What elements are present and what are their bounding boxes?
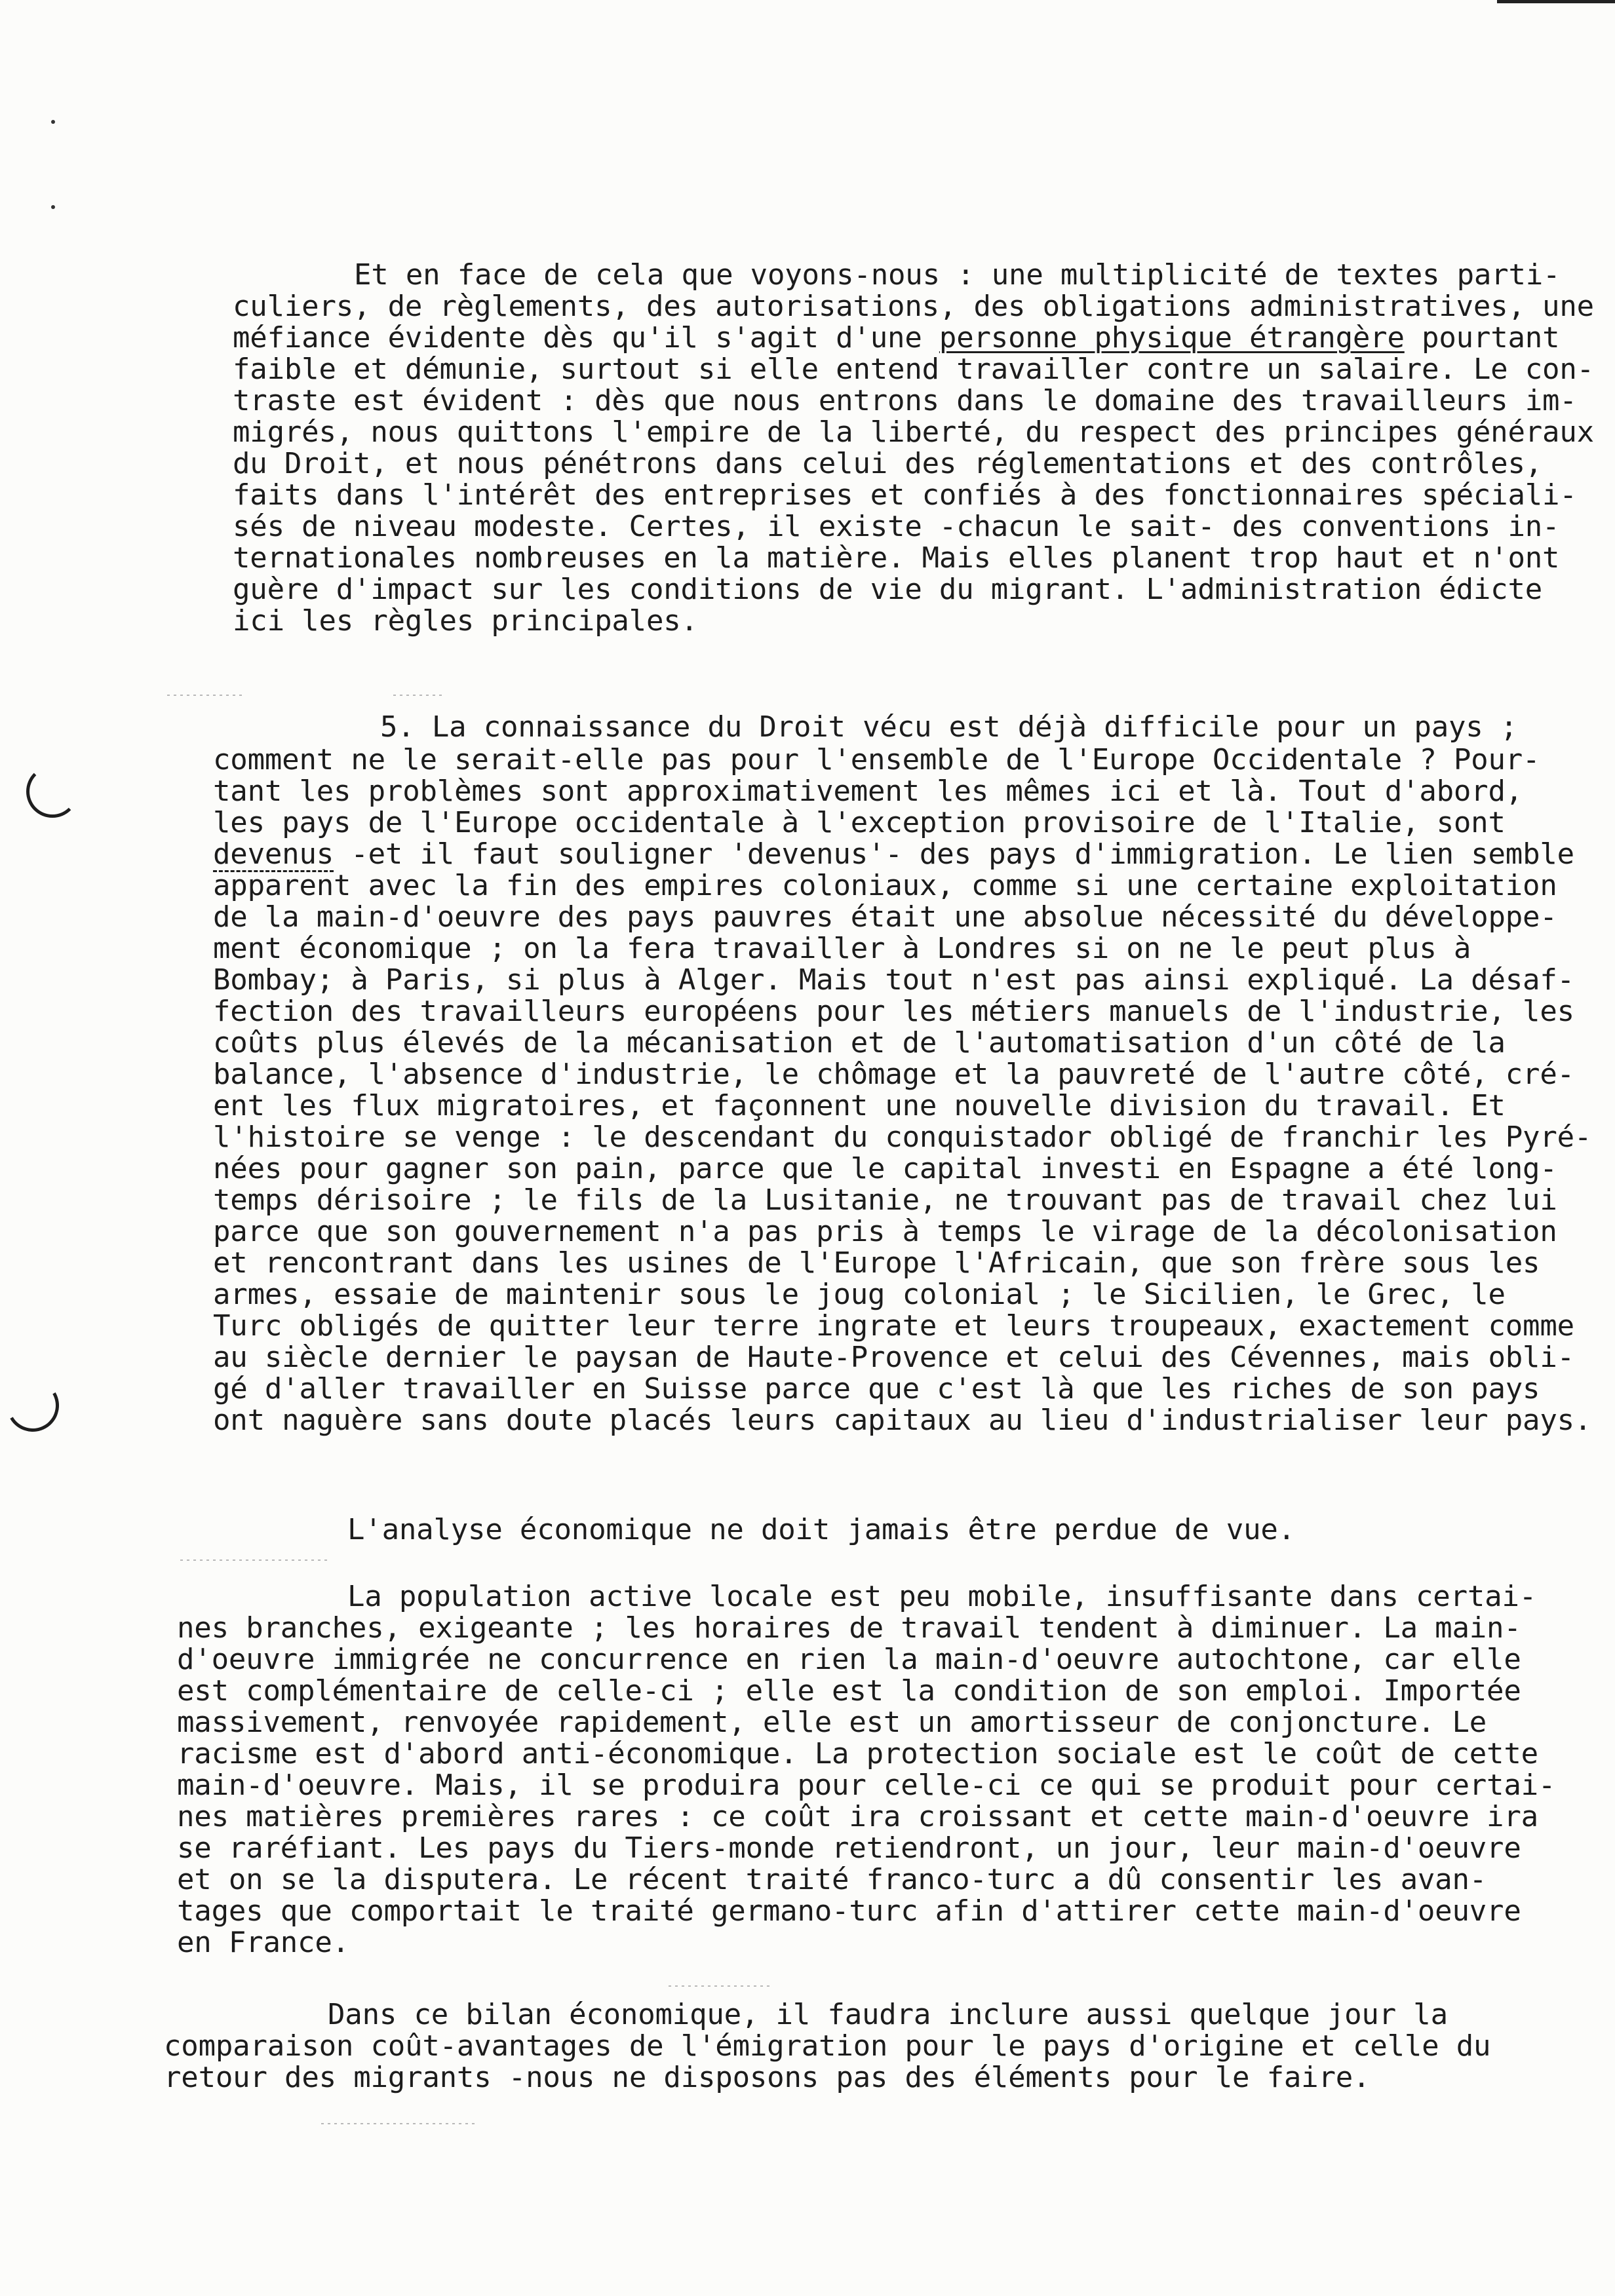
text-line: armes, essaie de maintenir sous le joug colonial ; le Sicilien, le Grec, le xyxy=(213,1278,1506,1311)
scan-noise xyxy=(669,1985,773,1987)
text-line: fection des travailleurs européens pour les métiers manuels de l'industrie, les xyxy=(213,995,1574,1028)
emphasized-term: devenus xyxy=(213,837,334,871)
emphasized-term: personne physique étrangère xyxy=(939,321,1405,354)
text-line: les pays de l'Europe occidentale à l'exception provisoire de l'Italie, sont xyxy=(213,806,1506,839)
text-line: sés de niveau modeste. Certes, il existe -chacun le sait- des conventions in- xyxy=(233,510,1560,543)
scan-noise xyxy=(393,695,446,696)
text-line: en France. xyxy=(177,1926,349,1959)
text-line: ment économique ; on la fera travailler à Londres si on ne le peut plus à xyxy=(213,932,1471,965)
text-line: nées pour gagner son pain, parce que le capital investi en Espagne a été long- xyxy=(213,1152,1557,1185)
text-line: et on se la disputera. Le récent traité franco-turc a dû consentir les avan- xyxy=(177,1863,1487,1896)
text-line: gé d'aller travailler en Suisse parce que c'est là que les riches de son pays xyxy=(213,1372,1540,1406)
text-line: ent les flux migratoires, et façonnent une nouvelle division du travail. Et xyxy=(213,1089,1506,1122)
text-fragment: méfiance évidente dès qu'il s'agit d'une personne physique étrangère pourtant xyxy=(233,321,1560,354)
text-line: faible et démunie, surtout si elle entend travailler contre un salaire. Le con- xyxy=(233,353,1594,386)
text-line: Turc obligés de quitter leur terre ingrate et leurs troupeaux, exactement comme xyxy=(213,1309,1574,1343)
text-line: main-d'oeuvre. Mais, il se produira pour celle-ci ce qui se produit pour certai- xyxy=(177,1769,1556,1802)
scan-noise xyxy=(180,1559,331,1561)
text-line: l'histoire se venge : le descendant du conquistador obligé de franchir les Pyré- xyxy=(213,1120,1592,1154)
text-line: est complémentaire de celle-ci ; elle est la condition de son emploi. Importée xyxy=(177,1674,1521,1708)
text-line: et rencontrant dans les usines de l'Europe l'Africain, que son frère sous les xyxy=(213,1246,1540,1280)
text-line: racisme est d'abord anti-économique. La protection sociale est le coût de cette xyxy=(177,1737,1538,1770)
text-line: traste est évident : dès que nous entrons dans le domaine des travailleurs im- xyxy=(233,384,1577,417)
text-line: comment ne le serait-elle pas pour l'ensemble de l'Europe Occidentale ? Pour- xyxy=(213,743,1540,776)
text-line: d'oeuvre immigrée ne concurrence en rien la main-d'oeuvre autochtone, car elle xyxy=(177,1643,1521,1676)
text-line: La population active locale est peu mobile, insuffisante dans certai- xyxy=(347,1580,1537,1613)
text-line: parce que son gouvernement n'a pas pris à temps le virage de la décolonisation xyxy=(213,1215,1557,1248)
text-line: guère d'impact sur les conditions de vie du migrant. L'administration édicte xyxy=(233,573,1543,606)
scan-noise xyxy=(321,2123,478,2124)
text-line: culiers, de règlements, des autorisations, des obligations administratives, une xyxy=(233,290,1594,323)
text-line: ternationales nombreuses en la matière. Mais elles planent trop haut et n'ont xyxy=(233,541,1560,575)
text-line: nes branches, exigeante ; les horaires de travail tendent à diminuer. La main- xyxy=(177,1611,1521,1645)
text-line: ici les règles principales. xyxy=(233,604,698,638)
scan-edge-mark xyxy=(1497,0,1615,3)
text-line: ont naguère sans doute placés leurs capitaux au lieu d'industrialiser leur pays. xyxy=(213,1404,1592,1437)
text-line: tages que comportait le traité germano-turc afin d'attirer cette main-d'oeuvre xyxy=(177,1894,1521,1928)
text-line: massivement, renvoyée rapidement, elle est un amortisseur de conjoncture. Le xyxy=(177,1706,1487,1739)
text-line: apparent avec la fin des empires coloniaux, comme si une certaine exploitation xyxy=(213,869,1557,902)
binder-hole-mark xyxy=(1,1373,65,1438)
text-line: du Droit, et nous pénétrons dans celui des réglementations et des contrôles, xyxy=(233,447,1543,480)
text-line: L'analyse économique ne doit jamais être perdue de vue. xyxy=(347,1513,1295,1546)
text-line: nes matières premières rares : ce coût ira croissant et cette main-d'oeuvre ira xyxy=(177,1800,1538,1833)
text-line: comparaison coût-avantages de l'émigration pour le pays d'origine et celle du xyxy=(164,2029,1491,2063)
text-line: devenus -et il faut souligner 'devenus'- des pays d'immigration. Le lien semble xyxy=(213,837,1574,871)
text-line: tant les problèmes sont approximativement les mêmes ici et là. Tout d'abord, xyxy=(213,775,1523,808)
margin-speck xyxy=(51,205,55,209)
margin-speck xyxy=(51,120,55,124)
text-line: 5. La connaissance du Droit vécu est déjà difficile pour un pays ; xyxy=(380,710,1518,744)
text-line: de la main-d'oeuvre des pays pauvres était une absolue nécessité du développe- xyxy=(213,900,1557,934)
scan-noise xyxy=(167,695,246,696)
text-line: migrés, nous quittons l'empire de la liberté, du respect des principes généraux xyxy=(233,415,1594,449)
text-line: au siècle dernier le paysan de Haute-Provence et celui des Cévennes, mais obli- xyxy=(213,1341,1574,1374)
text-line: Dans ce bilan économique, il faudra inclure aussi quelque jour la xyxy=(328,1998,1448,2031)
text-line: coûts plus élevés de la mécanisation et de l'automatisation d'un côté de la xyxy=(213,1026,1506,1060)
text-line: se raréfiant. Les pays du Tiers-monde retiendront, un jour, leur main-d'oeuvre xyxy=(177,1831,1521,1865)
text-line xyxy=(233,322,1559,354)
text-line: temps dérisoire ; le fils de la Lusitanie, ne trouvant pas de travail chez lui xyxy=(213,1183,1557,1217)
text-line: Et en face de cela que voyons-nous : une multiplicité de textes parti- xyxy=(354,258,1561,292)
text-line: retour des migrants -nous ne disposons pas des éléments pour le faire. xyxy=(164,2061,1371,2094)
binder-hole-mark xyxy=(26,765,79,818)
text-line: Bombay; à Paris, si plus à Alger. Mais tout n'est pas ainsi expliqué. La désaf- xyxy=(213,963,1574,997)
text-line: faits dans l'intérêt des entreprises et confiés à des fonctionnaires spéciali- xyxy=(233,478,1577,512)
text-line: balance, l'absence d'industrie, le chômage et la pauvreté de l'autre côté, cré- xyxy=(213,1058,1574,1091)
